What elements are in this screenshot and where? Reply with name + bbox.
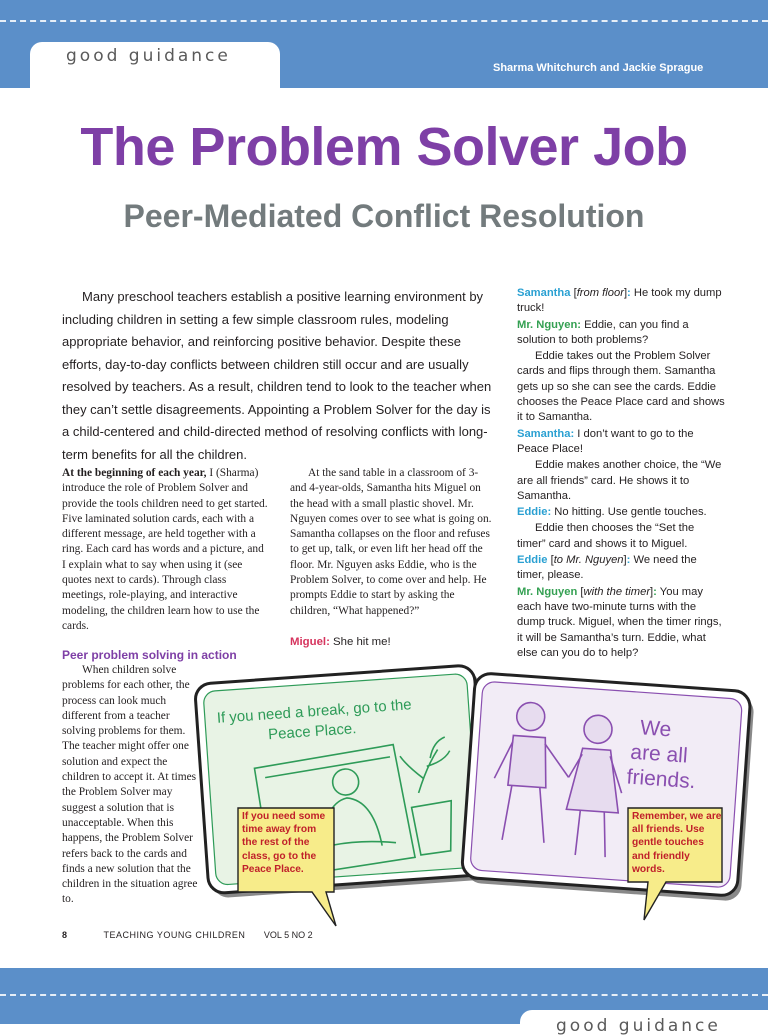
miguel-line: She hit me!: [329, 636, 391, 648]
friends-speech-bubble: [628, 808, 722, 920]
problem-solver-cards-illustration: [196, 652, 756, 942]
friends-card-text-1: We: [639, 716, 673, 742]
peace-card-text-1: If you need a break, go to the: [216, 696, 413, 727]
lead-in: At the beginning of each year,: [62, 467, 207, 479]
dialogue-line: [517, 553, 725, 584]
page-footer: [62, 930, 313, 940]
dialogue-miguel: [290, 636, 391, 648]
speaker-colon: :: [626, 554, 631, 567]
dialogue-text: Eddie makes another choice, the “We are all friends” card. He shows it to Samantha.: [517, 459, 722, 502]
dashed-stitch-line-bottom: [0, 994, 768, 996]
speaker-name: Mr. Nguyen:: [517, 318, 582, 331]
dialogue-text: You may each have two-minute turns with the dump truck. Miguel, when the timer rings, it will be Samantha’s turn. Eddie, what else can you do to help?: [517, 585, 722, 659]
stage-cue: [from floor]: [570, 287, 628, 299]
dialogue-line: [517, 585, 725, 661]
stage-cue: [with the timer]: [577, 585, 654, 598]
dialogue-line: [517, 505, 725, 520]
speaker-name: Eddie:: [517, 506, 552, 519]
volume: VOL 5: [263, 930, 290, 940]
speaker-name: Samantha: [517, 287, 571, 299]
column-2: [290, 466, 496, 619]
speaker-miguel: Miguel:: [290, 636, 330, 648]
subhead-peer-problem-solving: Peer problem solving in action: [62, 648, 237, 662]
col1-body: I (Sharma) introduce the role of Problem Solver and provide the tools children need to get started. Five laminated solution cards, each with a different message, are held together with a ring. Each card has words and a picture, and I explain what to say when using it (see quotes next to cards). Through class meetings, role-playing, and interactive modeling, the children learn how to use the cards.: [62, 467, 268, 632]
dialogue-text: Eddie, can you find a solution to both problems?: [517, 318, 689, 346]
article-title: The Problem Solver Job: [80, 117, 688, 177]
next-page-tab: [520, 1010, 768, 1036]
col1b-body: When children solve problems for each other, the process can look much different from a teacher solving problems for them. The teacher might offer one solution and expect the children to accept it. At times the Problem Solver may suggest a solution that is unacceptable. When this happens, the Problem Solver refers back to the cards and finds a new solution that the children in the situation agree to.: [62, 664, 198, 906]
dialogue-text: No hitting. Use gentle touches.: [551, 506, 707, 519]
next-page-section-label: good guidance: [556, 1016, 721, 1036]
friends-card-text-2: are all: [629, 740, 689, 768]
dialogue-line: [517, 318, 725, 349]
col2-body: At the sand table in a classroom of 3- and 4-year-olds, Samantha hits Miguel on the head with a small plastic shovel. Mr. Nguyen comes over to see what is going on. Samantha collapses on the floor and refuses to get up, talk, or even lift her head off the floor. Mr. Nguyen asks Eddie, who is the Problem Solver, to come over and help. He prompts Eddie to start by asking the children, “What happened?”: [290, 467, 492, 617]
stage-cue: [to Mr. Nguyen]: [547, 554, 627, 567]
peace-place-speech-bubble: [238, 808, 336, 926]
section-label: good guidance: [66, 46, 231, 66]
dialogue-line: [517, 427, 725, 458]
dialogue-text: Eddie then chooses the “Set the timer” card and shows it to Miguel.: [517, 522, 695, 550]
dialogue-text: We need the timer, please.: [517, 554, 697, 582]
dialogue-text: He took my dump truck!: [517, 287, 722, 315]
intro-paragraph: [62, 286, 492, 466]
narration-line: [517, 458, 725, 504]
magazine-name: TEACHING YOUNG CHILDREN: [103, 930, 246, 940]
column-1: [62, 466, 269, 634]
dialogue-text: Eddie takes out the Problem Solver cards and flips through them. Samantha gets up so she can see the cards. Eddie chooses the Peace Place card and shows it to Samantha.: [517, 350, 725, 424]
dialogue-text: I don’t want to go to the Peace Place!: [517, 427, 694, 455]
section-tab: [30, 42, 280, 88]
stage-cue-text: from floor: [576, 287, 624, 299]
speaker-name: Mr. Nguyen: [517, 585, 578, 598]
stage-cue-text: to Mr. Nguyen: [553, 554, 624, 567]
article-subtitle: Peer-Mediated Conflict Resolution: [123, 198, 645, 234]
dashed-stitch-line: [0, 20, 768, 22]
speaker-name: Samantha:: [517, 427, 575, 440]
intro-text: Many preschool teachers establish a positive learning environment by including children in setting a few simple classroom rules, modeling appropriate behavior, and reinforcing positive behavior. Despite these efforts, day-to-day conflicts between children still occur and are usually resolved by teachers. As a result, children tend to look to the teacher when they can’t settle disagreements. Appointing a Problem Solver for the day is a child-centered and child-directed method of resolving conflicts with long-term benefits for all the children.: [62, 289, 492, 462]
friends-bubble-text: Remember, we are all friends. Use gentle touches and friendly words.: [632, 811, 722, 875]
narration-line: [517, 521, 725, 552]
speaker-colon: :: [627, 287, 631, 299]
speaker-name: Eddie: [517, 554, 548, 567]
peace-card-text-2: Peace Place.: [267, 720, 357, 744]
dialogue-line: [517, 286, 725, 317]
column-1-continued: [62, 663, 202, 908]
friends-card-text-3: friends.: [625, 765, 697, 794]
peace-bubble-text: If you need some time away from the rest of the class, go to the Peace Place.: [242, 811, 326, 875]
stage-cue-text: with the timer: [583, 585, 651, 598]
narration-line: [517, 349, 725, 425]
page-number: 8: [62, 930, 68, 940]
dialogue-column: [517, 286, 725, 662]
issue-number: NO 2: [291, 930, 313, 940]
author-byline: Sharma Whitchurch and Jackie Sprague: [493, 62, 704, 74]
speaker-colon: :: [653, 585, 657, 598]
